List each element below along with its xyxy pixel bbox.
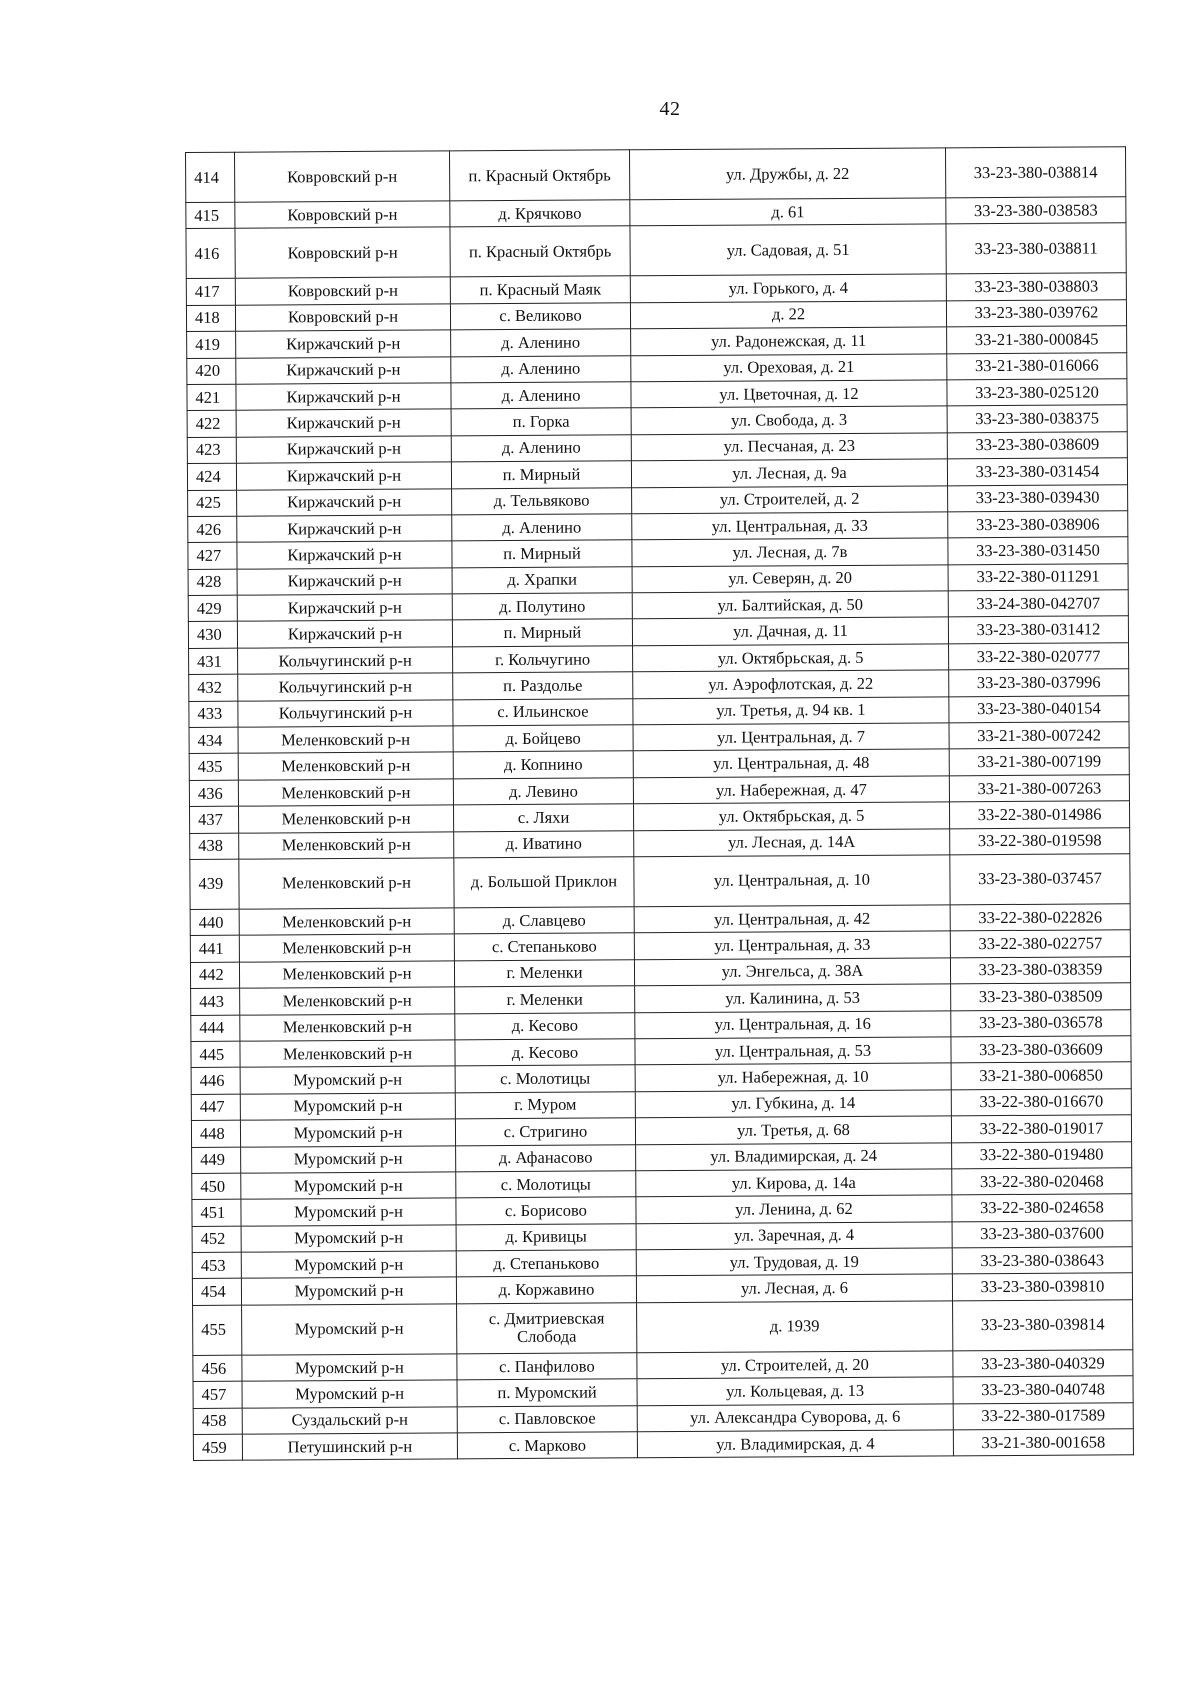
row-number-cell: 445 xyxy=(191,1041,240,1068)
district-cell: Киржачский р-н xyxy=(236,462,451,490)
settlement-cell: д. Кривицы xyxy=(456,1223,636,1250)
district-cell: Муромский р-н xyxy=(241,1172,456,1200)
settlement-cell: с. Ильинское xyxy=(453,698,633,725)
district-cell: Киржачский р-н xyxy=(237,594,452,622)
address-cell: ул. Лесная, д. 6 xyxy=(636,1274,952,1302)
district-cell: Муромский р-н xyxy=(240,1093,455,1121)
address-cell: д. 22 xyxy=(630,301,946,329)
address-cell: ул. Владимирская, д. 4 xyxy=(637,1430,953,1458)
address-cell: ул. Центральная, д. 10 xyxy=(634,855,950,907)
district-cell: Муромский р-н xyxy=(242,1380,457,1408)
settlement-cell: д. Аленино xyxy=(451,435,631,462)
cadastral-number-cell: 33-22-380-022757 xyxy=(950,930,1130,957)
settlement-cell: с. Молотицы xyxy=(456,1171,636,1198)
address-cell: ул. Кольцевая, д. 13 xyxy=(637,1377,953,1405)
address-cell: ул. Свобода, д. 3 xyxy=(631,406,947,434)
address-cell: ул. Энгельса, д. 38А xyxy=(634,958,950,986)
address-cell: ул. Лесная, д. 9а xyxy=(631,459,947,487)
cadastral-number-cell: 33-22-380-016670 xyxy=(951,1088,1131,1115)
row-number-cell: 419 xyxy=(187,331,236,358)
settlement-cell: п. Мирный xyxy=(452,540,632,567)
row-number-cell: 427 xyxy=(188,542,237,569)
address-cell: ул. Третья, д. 68 xyxy=(635,1116,951,1144)
row-number-cell: 423 xyxy=(187,437,236,464)
district-cell: Кольчугинский р-н xyxy=(238,673,453,701)
settlement-cell: с. Марково xyxy=(457,1432,637,1459)
district-cell: Меленковский р-н xyxy=(239,934,454,962)
address-cell: ул. Центральная, д. 48 xyxy=(633,749,949,777)
cadastral-number-cell: 33-21-380-001658 xyxy=(953,1429,1133,1456)
table-row xyxy=(193,1300,1133,1356)
district-cell: Муромский р-н xyxy=(240,1119,455,1147)
cadastral-number-cell: 33-22-380-020777 xyxy=(949,643,1129,670)
settlement-cell: д. Полутино xyxy=(452,593,632,620)
row-number-cell: 417 xyxy=(186,279,235,306)
row-number-cell: 458 xyxy=(193,1408,242,1435)
cadastral-number-cell: 33-22-380-022826 xyxy=(950,904,1130,931)
registry-table xyxy=(185,146,1134,1461)
address-cell: ул. Северян, д. 20 xyxy=(632,565,948,593)
district-cell: Киржачский р-н xyxy=(236,330,451,358)
settlement-cell: д. Бойцево xyxy=(453,725,633,752)
row-number-cell: 416 xyxy=(186,229,235,279)
row-number-cell: 424 xyxy=(187,463,236,490)
district-cell: Муромский р-н xyxy=(241,1251,456,1279)
row-number-cell: 426 xyxy=(188,516,237,543)
address-cell: ул. Владимирская, д. 24 xyxy=(636,1142,952,1170)
cadastral-number-cell: 33-22-380-011291 xyxy=(948,563,1128,590)
row-number-cell: 435 xyxy=(189,754,238,781)
row-number-cell: 425 xyxy=(188,490,237,517)
settlement-cell: д. Кесово xyxy=(455,1012,635,1039)
address-cell: д. 1939 xyxy=(637,1301,953,1353)
page-number: 42 xyxy=(659,98,681,120)
row-number-cell: 421 xyxy=(187,384,236,411)
row-number-cell: 449 xyxy=(192,1147,241,1174)
address-cell: ул. Центральная, д. 33 xyxy=(634,931,950,959)
settlement-cell: д. Храпки xyxy=(452,566,632,593)
settlement-cell: п. Мирный xyxy=(452,619,632,646)
row-number-cell: 444 xyxy=(191,1015,240,1042)
address-cell: ул. Садовая, д. 51 xyxy=(630,224,946,276)
settlement-cell: д. Аленино xyxy=(451,329,631,356)
district-cell: Меленковский р-н xyxy=(239,831,454,859)
cadastral-number-cell: 33-23-380-038375 xyxy=(947,405,1127,432)
settlement-cell: с. Панфилово xyxy=(457,1353,637,1380)
row-number-cell: 451 xyxy=(192,1199,241,1226)
cadastral-number-cell: 33-23-380-038509 xyxy=(951,983,1131,1010)
row-number-cell: 454 xyxy=(192,1279,241,1306)
address-cell: ул. Центральная, д. 7 xyxy=(633,723,949,751)
cadastral-number-cell: 33-22-380-024658 xyxy=(952,1194,1132,1221)
cadastral-number-cell: 33-21-380-000845 xyxy=(947,326,1127,353)
cadastral-number-cell: 33-23-380-038906 xyxy=(948,511,1128,538)
cadastral-number-cell: 33-23-380-038643 xyxy=(952,1247,1132,1274)
row-number-cell: 414 xyxy=(186,152,235,202)
address-cell: ул. Набережная, д. 10 xyxy=(635,1063,951,1091)
table-row xyxy=(186,223,1126,279)
district-cell: Ковровский р-н xyxy=(235,201,450,229)
address-cell: ул. Аэрофлотская, д. 22 xyxy=(633,670,949,698)
row-number-cell: 434 xyxy=(189,727,238,754)
cadastral-number-cell: 33-21-380-007263 xyxy=(949,775,1129,802)
district-cell: Кольчугинский р-н xyxy=(238,647,453,675)
address-cell: ул. Горького, д. 4 xyxy=(630,274,946,302)
address-cell: ул. Центральная, д. 33 xyxy=(632,512,948,540)
settlement-cell: с. Ляхи xyxy=(453,804,633,831)
settlement-cell: с. Стригино xyxy=(455,1118,635,1145)
settlement-cell: г. Меленки xyxy=(455,986,635,1013)
district-cell: Меленковский р-н xyxy=(238,805,453,833)
row-number-cell: 428 xyxy=(188,569,237,596)
cadastral-number-cell: 33-22-380-014986 xyxy=(949,801,1129,828)
row-number-cell: 418 xyxy=(186,305,235,332)
district-cell: Муромский р-н xyxy=(242,1354,457,1382)
address-cell: ул. Губкина, д. 14 xyxy=(635,1090,951,1118)
cadastral-number-cell: 33-23-380-031450 xyxy=(948,537,1128,564)
address-cell: ул. Радонежская, д. 11 xyxy=(631,327,947,355)
table-row xyxy=(190,854,1130,910)
row-number-cell: 442 xyxy=(190,962,239,989)
cadastral-number-cell: 33-24-380-042707 xyxy=(948,590,1128,617)
district-cell: Меленковский р-н xyxy=(239,858,454,909)
address-cell: ул. Заречная, д. 4 xyxy=(636,1222,952,1250)
district-cell: Меленковский р-н xyxy=(238,726,453,754)
settlement-cell: г. Кольчугино xyxy=(453,646,633,673)
cadastral-number-cell: 33-22-380-020468 xyxy=(952,1168,1132,1195)
settlement-cell: п. Красный Октябрь xyxy=(450,226,630,277)
cadastral-number-cell: 33-22-380-017589 xyxy=(953,1402,1133,1429)
address-cell: ул. Ореховая, д. 21 xyxy=(631,353,947,381)
address-cell: ул. Дачная, д. 11 xyxy=(632,617,948,645)
settlement-cell: с. Молотицы xyxy=(455,1065,635,1092)
settlement-cell: д. Аленино xyxy=(451,355,631,382)
district-cell: Киржачский р-н xyxy=(237,515,452,543)
address-cell: ул. Центральная, д. 42 xyxy=(634,905,950,933)
address-cell: ул. Строителей, д. 20 xyxy=(637,1351,953,1379)
address-cell: ул. Цветочная, д. 12 xyxy=(631,380,947,408)
district-cell: Муромский р-н xyxy=(241,1145,456,1173)
settlement-cell: д. Левино xyxy=(453,778,633,805)
address-cell: ул. Строителей, д. 2 xyxy=(632,485,948,513)
settlement-cell: г. Меленки xyxy=(454,960,634,987)
district-cell: Меленковский р-н xyxy=(240,1040,455,1068)
settlement-cell: д. Большой Приклон xyxy=(454,857,634,908)
row-number-cell: 439 xyxy=(190,859,239,909)
district-cell: Меленковский р-н xyxy=(240,1013,455,1041)
district-cell: Муромский р-н xyxy=(241,1198,456,1226)
row-number-cell: 432 xyxy=(189,674,238,701)
cadastral-number-cell: 33-23-380-037996 xyxy=(949,669,1129,696)
district-cell: Ковровский р-н xyxy=(235,304,450,332)
settlement-cell: д. Аленино xyxy=(452,514,632,541)
district-cell: Муромский р-н xyxy=(241,1277,456,1305)
row-number-cell: 440 xyxy=(190,909,239,936)
table-row xyxy=(186,147,1126,203)
cadastral-number-cell: 33-23-380-025120 xyxy=(947,379,1127,406)
district-cell: Ковровский р-н xyxy=(235,151,450,202)
cadastral-number-cell: 33-23-380-039762 xyxy=(946,300,1126,327)
district-cell: Киржачский р-н xyxy=(236,436,451,464)
address-cell: д. 61 xyxy=(630,198,946,226)
cadastral-number-cell: 33-22-380-019480 xyxy=(952,1141,1132,1168)
row-number-cell: 415 xyxy=(186,202,235,229)
district-cell: Киржачский р-н xyxy=(237,541,452,569)
cadastral-number-cell: 33-21-380-016066 xyxy=(947,352,1127,379)
row-number-cell: 422 xyxy=(187,411,236,438)
cadastral-number-cell: 33-23-380-038811 xyxy=(946,223,1126,274)
row-number-cell: 431 xyxy=(189,648,238,675)
row-number-cell: 450 xyxy=(192,1173,241,1200)
settlement-cell: д. Коржавино xyxy=(456,1276,636,1303)
settlement-cell: с. Великово xyxy=(450,303,630,330)
address-cell: ул. Центральная, д. 53 xyxy=(635,1037,951,1065)
cadastral-number-cell: 33-23-380-038583 xyxy=(946,197,1126,224)
district-cell: Киржачский р-н xyxy=(236,409,451,437)
district-cell: Меленковский р-н xyxy=(239,961,454,989)
settlement-cell: д. Копнино xyxy=(453,751,633,778)
settlement-cell: д. Тельвяково xyxy=(452,487,632,514)
cadastral-number-cell: 33-23-380-039430 xyxy=(948,484,1128,511)
cadastral-number-cell: 33-21-380-007199 xyxy=(949,748,1129,775)
district-cell: Киржачский р-н xyxy=(236,383,451,411)
cadastral-number-cell: 33-23-380-038359 xyxy=(950,957,1130,984)
cadastral-number-cell: 33-23-380-040329 xyxy=(953,1350,1133,1377)
district-cell: Киржачский р-н xyxy=(236,356,451,384)
settlement-cell: п. Горка xyxy=(451,408,631,435)
cadastral-number-cell: 33-23-380-038609 xyxy=(947,431,1127,458)
row-number-cell: 452 xyxy=(192,1226,241,1253)
row-number-cell: 436 xyxy=(189,780,238,807)
settlement-cell: д. Степаньково xyxy=(456,1250,636,1277)
table-row xyxy=(193,1429,1133,1461)
registry-table-body xyxy=(186,147,1134,1461)
district-cell: Петушинский р-н xyxy=(242,1433,457,1461)
row-number-cell: 447 xyxy=(191,1094,240,1121)
settlement-cell: с. Павловское xyxy=(457,1405,637,1432)
settlement-cell: п. Муромский xyxy=(457,1379,637,1406)
settlement-cell: г. Муром xyxy=(455,1091,635,1118)
cadastral-number-cell: 33-23-380-039810 xyxy=(952,1273,1132,1300)
address-cell: ул. Лесная, д. 14А xyxy=(634,828,950,856)
settlement-cell: с. Дмитриевская Слобода xyxy=(457,1303,637,1354)
address-cell: ул. Октябрьская, д. 5 xyxy=(633,802,949,830)
cadastral-number-cell: 33-23-380-039814 xyxy=(953,1300,1133,1351)
row-number-cell: 446 xyxy=(191,1068,240,1095)
cadastral-number-cell: 33-23-380-031454 xyxy=(947,458,1127,485)
row-number-cell: 459 xyxy=(193,1434,242,1461)
address-cell: ул. Песчаная, д. 23 xyxy=(631,433,947,461)
address-cell: ул. Трудовая, д. 19 xyxy=(636,1248,952,1276)
row-number-cell: 438 xyxy=(190,833,239,860)
row-number-cell: 457 xyxy=(193,1381,242,1408)
cadastral-number-cell: 33-23-380-038803 xyxy=(946,273,1126,300)
address-cell: ул. Центральная, д. 16 xyxy=(635,1010,951,1038)
row-number-cell: 429 xyxy=(188,595,237,622)
district-cell: Меленковский р-н xyxy=(238,752,453,780)
address-cell: ул. Набережная, д. 47 xyxy=(633,776,949,804)
district-cell: Муромский р-н xyxy=(240,1066,455,1094)
settlement-cell: д. Кесово xyxy=(455,1039,635,1066)
cadastral-number-cell: 33-23-380-038814 xyxy=(945,147,1125,198)
district-cell: Киржачский р-н xyxy=(237,620,452,648)
address-cell: ул. Лесная, д. 7в xyxy=(632,538,948,566)
cadastral-number-cell: 33-23-380-037600 xyxy=(952,1220,1132,1247)
cadastral-number-cell: 33-23-380-040748 xyxy=(953,1376,1133,1403)
address-cell: ул. Дружбы, д. 22 xyxy=(629,148,945,200)
row-number-cell: 455 xyxy=(193,1305,242,1355)
row-number-cell: 448 xyxy=(191,1120,240,1147)
cadastral-number-cell: 33-23-380-036609 xyxy=(951,1036,1131,1063)
row-number-cell: 420 xyxy=(187,358,236,385)
cadastral-number-cell: 33-22-380-019598 xyxy=(950,827,1130,854)
address-cell: ул. Кирова, д. 14а xyxy=(636,1169,952,1197)
row-number-cell: 453 xyxy=(192,1252,241,1279)
district-cell: Меленковский р-н xyxy=(239,908,454,936)
address-cell: ул. Ленина, д. 62 xyxy=(636,1195,952,1223)
cadastral-number-cell: 33-23-380-036578 xyxy=(951,1009,1131,1036)
registry-table-wrapper xyxy=(185,146,1133,1461)
settlement-cell: п. Красный Маяк xyxy=(450,276,630,303)
row-number-cell: 443 xyxy=(191,988,240,1015)
address-cell: ул. Александра Суворова, д. 6 xyxy=(637,1403,953,1431)
settlement-cell: с. Борисово xyxy=(456,1197,636,1224)
settlement-cell: д. Славцево xyxy=(454,907,634,934)
district-cell: Муромский р-н xyxy=(241,1225,456,1253)
settlement-cell: д. Иватино xyxy=(454,830,634,857)
cadastral-number-cell: 33-21-380-007242 xyxy=(949,722,1129,749)
settlement-cell: с. Степаньково xyxy=(454,933,634,960)
address-cell: ул. Третья, д. 94 кв. 1 xyxy=(633,696,949,724)
row-number-cell: 437 xyxy=(189,806,238,833)
settlement-cell: п. Раздолье xyxy=(453,672,633,699)
district-cell: Меленковский р-н xyxy=(240,987,455,1015)
district-cell: Ковровский р-н xyxy=(235,227,450,278)
address-cell: ул. Балтийская, д. 50 xyxy=(632,591,948,619)
district-cell: Суздальский р-н xyxy=(242,1406,457,1434)
cadastral-number-cell: 33-23-380-037457 xyxy=(950,854,1130,905)
row-number-cell: 433 xyxy=(189,701,238,728)
row-number-cell: 430 xyxy=(188,622,237,649)
settlement-cell: п. Мирный xyxy=(451,461,631,488)
cadastral-number-cell: 33-23-380-040154 xyxy=(949,695,1129,722)
district-cell: Меленковский р-н xyxy=(238,779,453,807)
address-cell: ул. Октябрьская, д. 5 xyxy=(633,644,949,672)
district-cell: Ковровский р-н xyxy=(235,277,450,305)
district-cell: Кольчугинский р-н xyxy=(238,700,453,728)
address-cell: ул. Калинина, д. 53 xyxy=(635,984,951,1012)
district-cell: Муромский р-н xyxy=(242,1304,457,1355)
row-number-cell: 441 xyxy=(190,936,239,963)
settlement-cell: п. Красный Октябрь xyxy=(449,150,629,201)
row-number-cell: 456 xyxy=(193,1355,242,1382)
district-cell: Киржачский р-н xyxy=(237,568,452,596)
cadastral-number-cell: 33-23-380-031412 xyxy=(948,616,1128,643)
district-cell: Киржачский р-н xyxy=(237,488,452,516)
cadastral-number-cell: 33-22-380-019017 xyxy=(951,1115,1131,1142)
settlement-cell: д. Афанасово xyxy=(456,1144,636,1171)
cadastral-number-cell: 33-21-380-006850 xyxy=(951,1062,1131,1089)
settlement-cell: д. Крячково xyxy=(450,200,630,227)
settlement-cell: д. Аленино xyxy=(451,382,631,409)
